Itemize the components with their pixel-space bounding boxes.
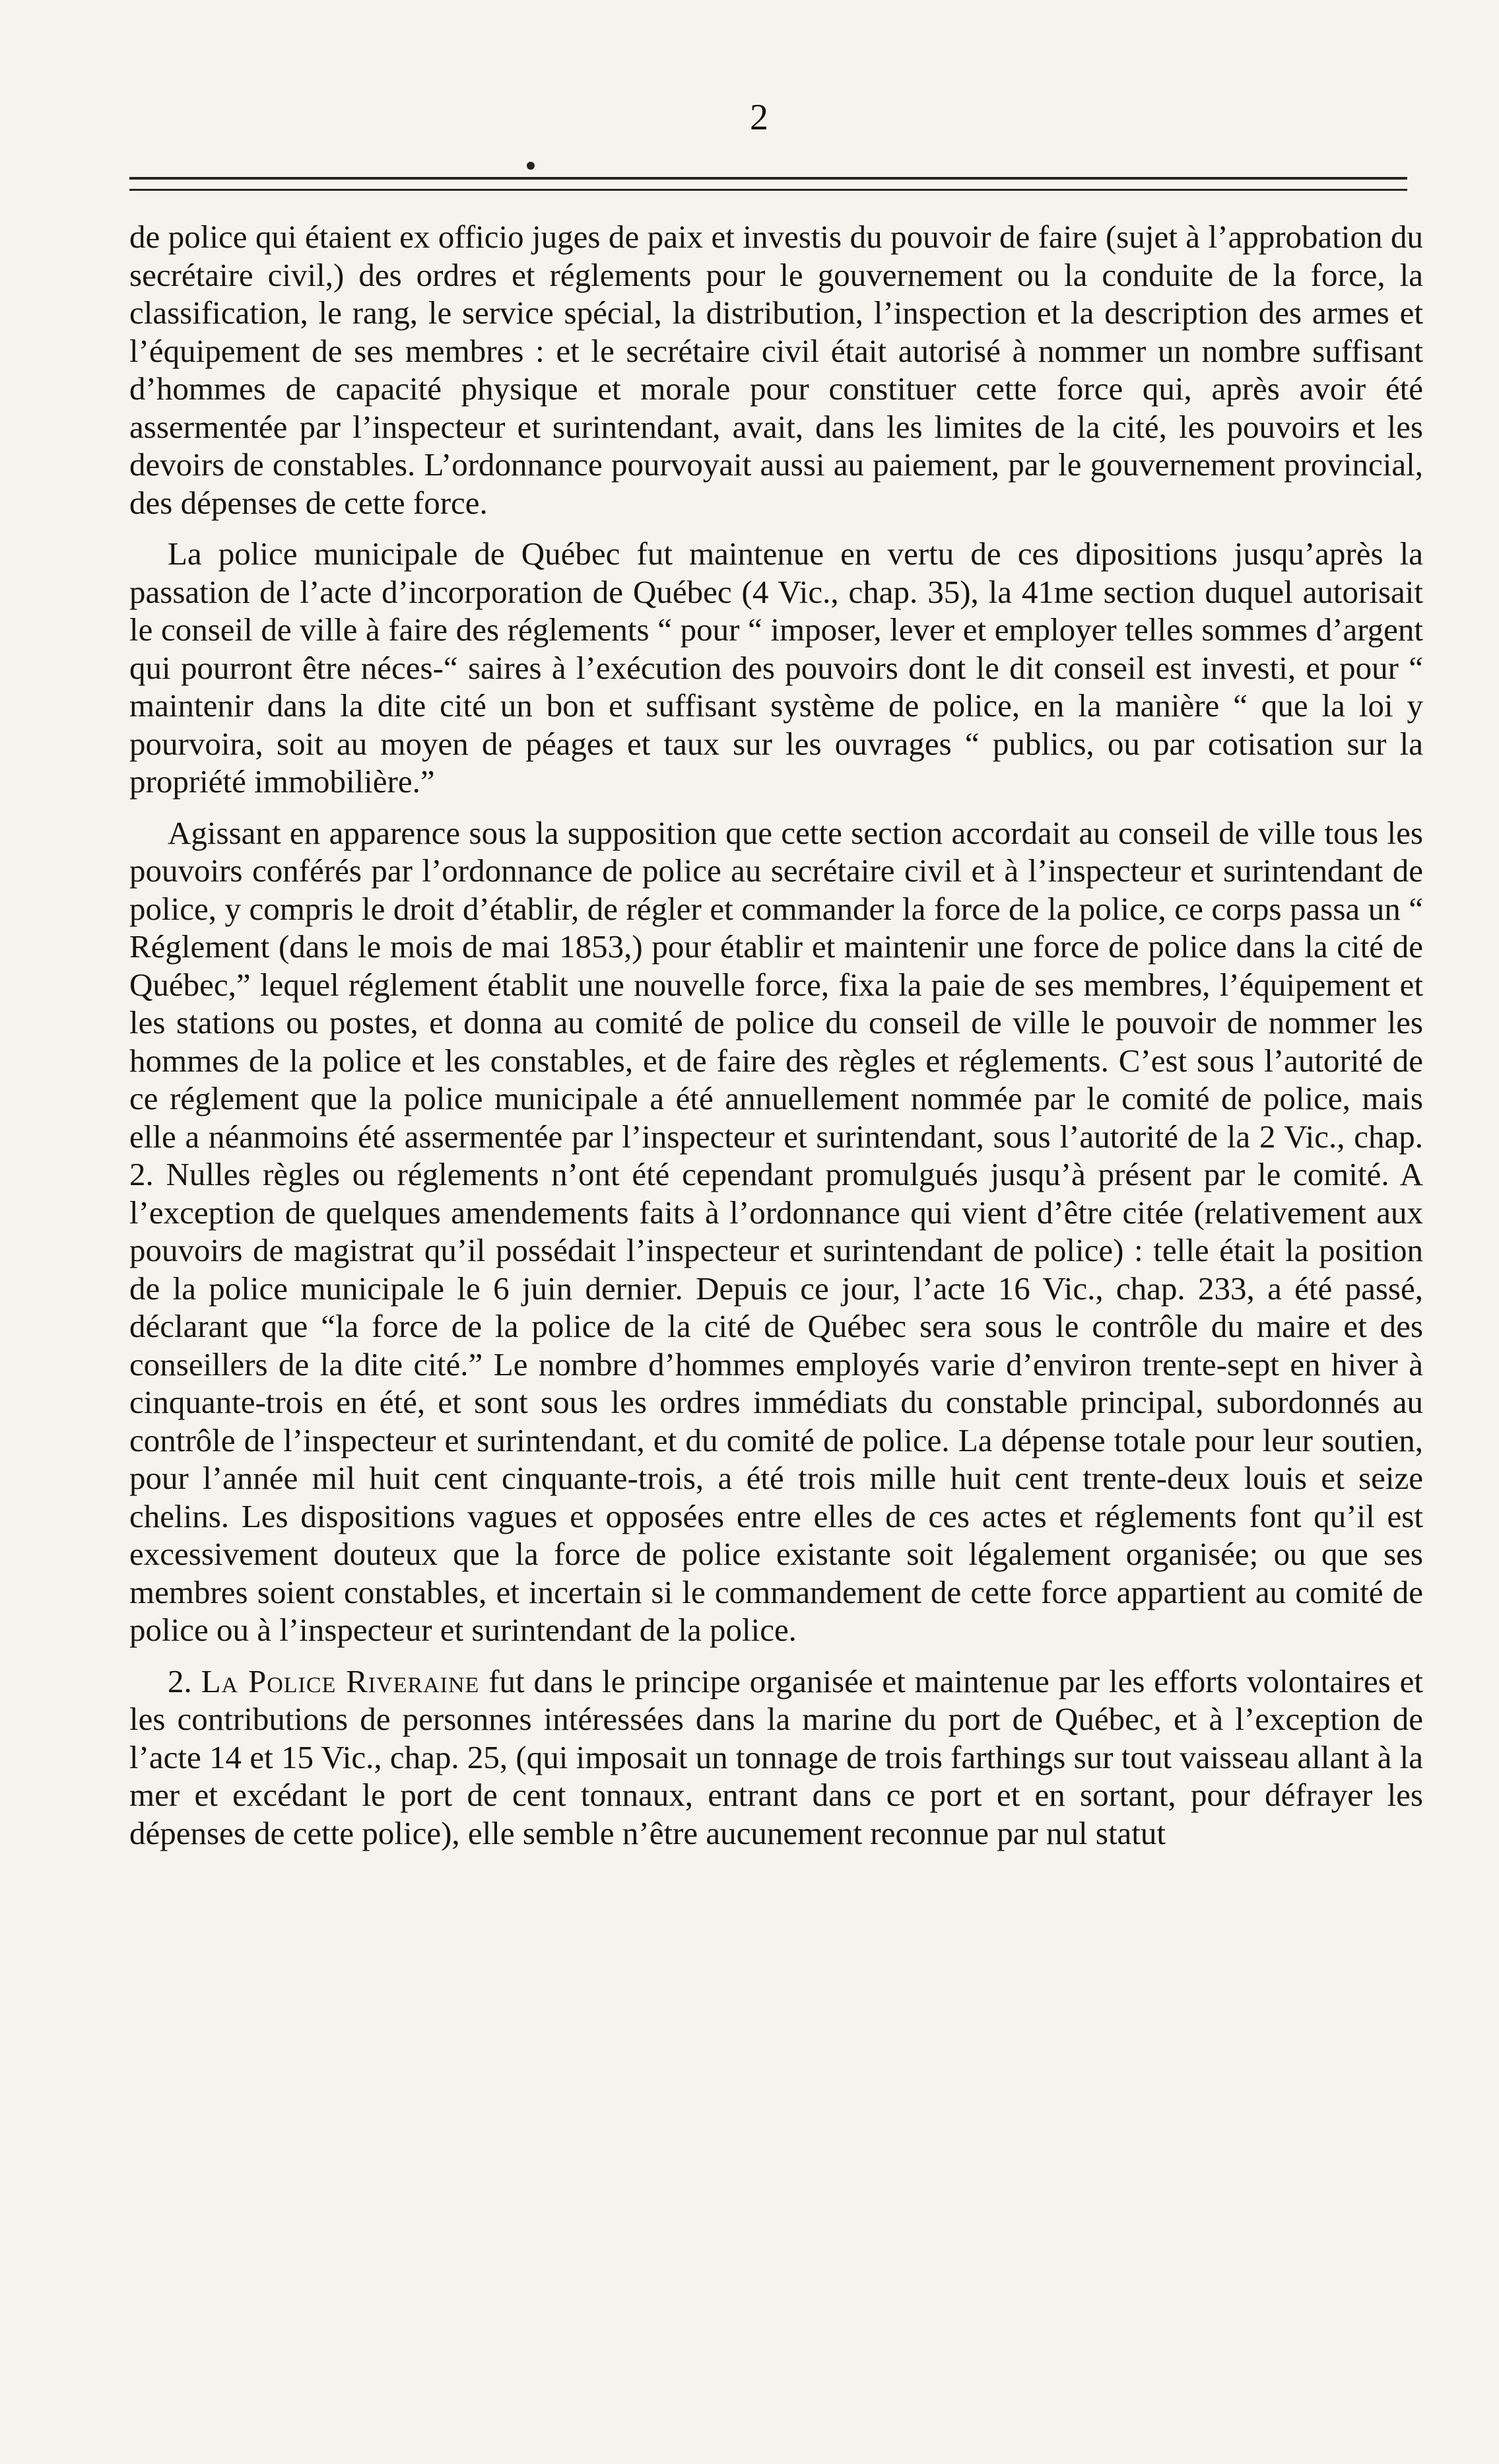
section-number: 2. — [168, 1662, 201, 1699]
header-ornament-dot — [527, 162, 535, 170]
paragraph-text: La police municipale de Québec fut maintenue en vertu de ces dipositions jusqu’après la passation de l’acte d’incorporation de Québec (4 Vic., chap. 35), la 41me section duquel autorisait le conseil de ville à faire des réglements “ pour “ imposer, lever et employer telles sommes d’argent qui pourront être néces-“ saires à l’exécution des pouvoirs dont le dit conseil est investi, et pour “ maintenir dans la dite cité un bon et suffisant système de police, en la manière “ que la loi y pourvoira, soit au moyen de péages et taux sur les ouvrages “ publics, ou par cotisation sur la propriété immobilière.” — [129, 535, 1423, 800]
paragraph-text: Agissant en apparence sous la supposition que cette section accordait au conseil de ville tous les pouvoirs conférés par l’ordonnance de police au secrétaire civil et à l’inspecteur et surintendant de police, y compris le droit d’établir, de régler et commander la force de la police, ce corps passa un “ Réglement (dans le mois de mai 1853,) pour établir et maintenir une force de police dans la cité de Québec,” lequel réglement établit une nouvelle force, fixa la paie de ses membres, l’équipement et les stations ou postes, et donna au comité de police du conseil de ville le pouvoir de nommer les hommes de la police et les constables, et de faire des règles et réglements. C’est sous l’autorité de ce réglement que la police municipale a été annuellement nommée par le comité de police, mais elle a néanmoins été assermentée par l’inspecteur et surintendant, sous l’autorité de la 2 Vic., chap. 2. Nulles règles ou réglements n’ont été cependant promulgués jusqu’à présent par le comité. A l’exception de quelques amendements faits à l’ordonnance qui vient d’être citée (relativement aux pouvoirs de magistrat qu’il possédait l’inspecteur et surintendant de police) : telle était la position de la police municipale le 6 juin dernier. Depuis ce jour, l’acte 16 Vic., chap. 233, a été passé, déclarant que “la force de la police de la cité de Québec sera sous le contrôle du maire et des conseillers de la dite cité.” Le nombre d’hommes employés varie d’environ trente-sept en hiver à cinquante-trois en été, et sont sous les ordres immédiats du constable principal, subordonnés au contrôle de l’inspecteur et surintendant, et du comité de police. La dépense totale pour leur soutien, pour l’année mil huit cent cinquante-trois, a été trois mille huit cent trente-deux louis et seize chelins. Les dispositions vagues et opposées entre elles de ces actes et réglements font qu’il est excessivement douteux que la force de police existante soit légalement organisée; ou que ses membres soient constables, et incertain si le commandement de cette force appartient au comité de police ou à l’inspecteur et surintendant de la police. — [129, 814, 1423, 1648]
header-rule-bottom — [129, 189, 1407, 191]
paragraph-reglement — [129, 814, 1423, 1649]
paragraph-text: de police qui étaient ex officio juges de paix et investis du pouvoir de faire (sujet à l’approbation du secrétaire civil,) des ordres et réglements pour le gouvernement ou la conduite de la force, la classification, le rang, le service spécial, la distribution, l’inspection et la description des armes et l’équipement de ses membres : et le secrétaire civil était autorisé à nommer un nombre suffisant d’hommes de capacité physique et morale pour constituer cette force qui, après avoir été assermentée par l’inspecteur et surintendant, avait, dans les limites de la cité, les pouvoirs et les devoirs de constables. L’ordonnance pourvoyait aussi au paiement, par le gouvernement provincial, des dépenses de cette force. — [129, 219, 1423, 521]
paragraph-text: fut dans le principe organisée et maintenue par les efforts volontaires et les contributions de personnes intéressées dans la marine du port de Québec, et à l’exception de l’acte 14 et 15 Vic., chap. 25, (qui imposait un tonnage de trois farthings sur tout vaisseau allant à la mer et excédant le port de cent tonnaux, entrant dans ce port et en sortant, pour défrayer les dépenses de cette police), elle semble n’être aucunement reconnue par nul statut — [129, 1662, 1424, 1851]
section-heading: La Police Riveraine — [201, 1662, 480, 1699]
page-number: 2 — [750, 97, 768, 138]
paragraph-municipal-police — [129, 535, 1423, 801]
paragraph-continued — [129, 218, 1423, 522]
paragraph-police-riveraine — [129, 1662, 1423, 1853]
header-rule-top — [129, 177, 1407, 180]
page-body — [129, 218, 1423, 1852]
